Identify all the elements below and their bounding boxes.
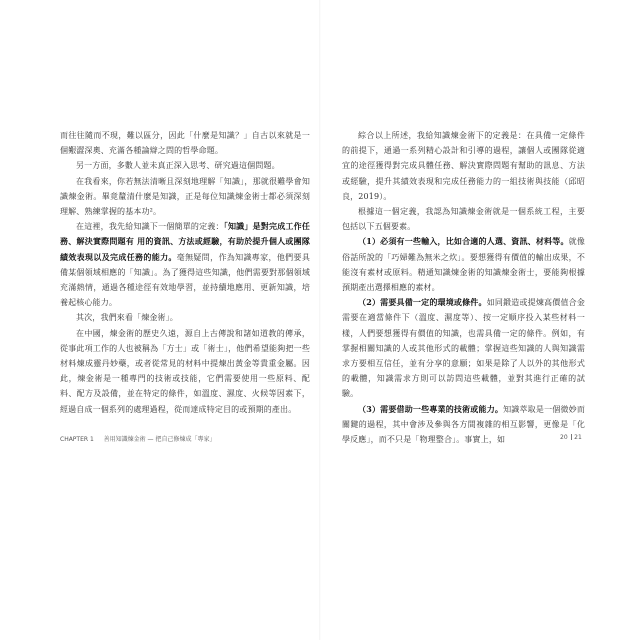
bold-segment: （2）需要具備一定的環境或條件。 [358, 297, 487, 308]
book-gutter [319, 0, 321, 640]
paragraph: 而往往隨而不現，難以區分，因此「什麼是知識？」自古以來就是一個艱澀深奧、充滿各種論辯之問的哲學命題。 [60, 131, 310, 156]
paragraph: 綜合以上所述，我給知識煉金術下的定義是：在具備一定條件的前提下，通過一系列精心設計和引導的過程，讓個人或團隊從適宜的途徑獲得對完成具體任務、解決實際問題有幫助的訊息、方法或經驗，提升其績效表現和完成任務能力的一組技術與技能（邱昭良，2019）。 [342, 131, 585, 201]
page-number-right: 21 [574, 434, 582, 441]
paragraph [342, 234, 585, 295]
text-segment: 如同鍛造或提煉高價值合金需要在適當條件下（溫度、濕度等）、按一定順序投入某些材料一樣，人們要想獲得有價值的知識，也需具備一定的條件。例如，有掌握相關知識的人或其他形式的載體；掌握這些知識的人與知識需求方要相互信任，並有分享的意願；如果是除了人以外的其他形式的載體，知識需求方則可以訪問這些載體，並對其進行正確的試驗。 [342, 298, 585, 399]
chapter-label: CHAPTER 1 [60, 436, 94, 443]
text-segment: 在這裡，我先給知識下一個簡單的定義： [76, 222, 224, 232]
bold-segment: （3）需要借助一些專業的技術或能力。 [358, 403, 504, 414]
page-number-divider [571, 434, 572, 440]
right-footer [560, 434, 582, 441]
right-page [342, 128, 585, 447]
paragraph: 在我看來，你若無法清晰且深刻地理解「知識」，那就很難學會知識煉金術。畢竟釐清什麼是知識，正是每位知識煉金術士都必須深刻理解、熟練掌握的基本功²。 [60, 176, 310, 217]
bold-segment: 「知識」是對完成工作任務、解決實際問題有 用的資訊、方法或經驗，有助於提升個人或團隊績效表現以及完成任務的能力。 [60, 221, 311, 262]
text-segment: 毫無疑問，作為知識專家，他們要具備某個領域相應的「知識」。為了獲得這些知識，他們需要對那個領域充滿熱情，通過各種途徑有效地學習，並持續地應用、更新知識，培養起核心能力。 [60, 252, 310, 308]
paragraph [342, 402, 585, 448]
paragraph: 根據這一個定義，我認為知識煉金術就是一個系統工程，主要包括以下五個要素。 [342, 207, 585, 232]
paragraph [60, 219, 310, 310]
text-segment: 就像俗話所說的「巧婦難為無米之炊」。要想獲得有價值的輸出成果，不能沒有素材或原料。精通知識煉金術的知識煉金術士，要能夠根據預期產出選擇相應的素材。 [342, 237, 585, 293]
left-footer [60, 434, 215, 443]
paragraph: 在中國，煉金術的歷史久遠，源自上古傳說和諸如道教的傳承，從事此項工作的人也被稱為「方士」或「術士」，他們希望能夠把一些材料煉成靈丹妙藥，或者從常見的材料中提煉出黃金等貴重金屬。因此，煉金術是一種專門的技術或技能，它們需要使用一些原料、配料、配方及設備，並在特定的條件，如溫度、濕度、火候等因素下，經過自成一個系列的處理過程，從而達成特定目的或預期的產出。 [60, 328, 310, 414]
left-page [60, 128, 310, 417]
paragraph: 其次，我們來看「煉金術」。 [76, 313, 178, 323]
paragraph: 另一方面，多數人並未真正深入思考、研究過這個問題。 [76, 161, 280, 171]
chapter-title: 善用知識煉金術 — 把自己修煉成「專家」 [103, 436, 216, 443]
bold-segment: （1）必須有一些輸入，比如合適的人選、資訊、材料等。 [358, 236, 569, 247]
text-segment: 知識萃取是一個微妙而關鍵的過程，其中會涉及參與各方間複雜的相互影響，更像是「化學反應」，而不只是「物理整合」。事實上，如 [342, 404, 586, 445]
paragraph [342, 295, 585, 401]
page-number-left: 20 [560, 434, 568, 441]
